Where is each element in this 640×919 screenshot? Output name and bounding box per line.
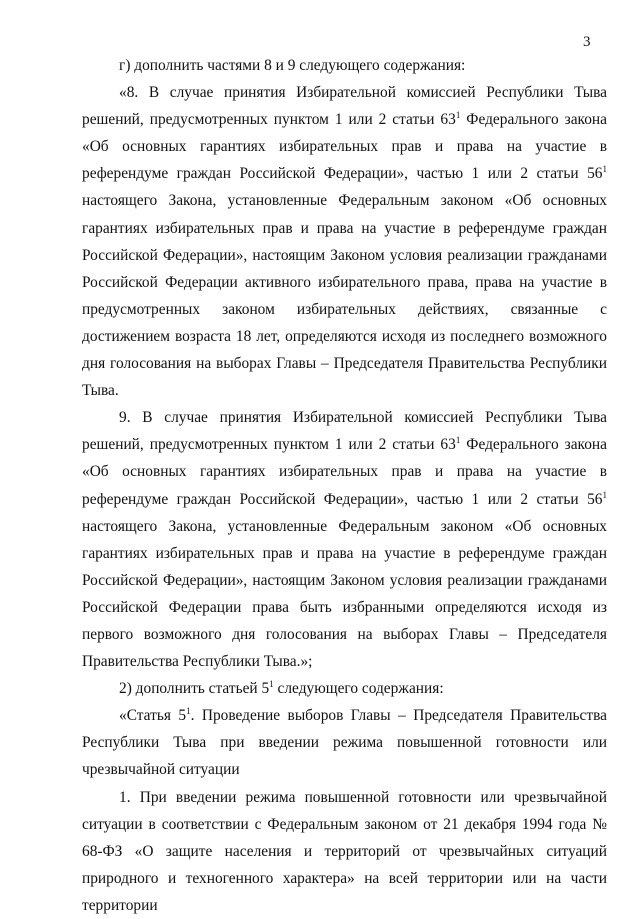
paragraph-text: . Проведение выборов Главы – Председателя Правительства Республики Тыва при введении режима повышенной готовности или чрезвычайной ситуации (82, 707, 607, 779)
superscript: 1 (186, 706, 191, 717)
paragraph-text: «8. В случае принятия Избирательной комиссией Республики Тыва решений, предусмотренных пунктом 1 или 2 статьи 63 (82, 84, 607, 129)
superscript: 1 (455, 110, 461, 121)
paragraph-text: настоящего Закона, установленные Федеральным законом «Об основных гарантиях избирательных прав и права на участие в референдуме граждан Российской Федерации», настоящим Законом условия реализации гражданами Российской Федерации активного избирательного права, права на участие в предусмотренных законом избирательных действиях, связанные с достижением возраста 18 лет, определяются исходя из последнего возможного дня голосования на выборах Главы – Председателя Правительства Республики Тыва. (82, 192, 607, 400)
page-number: 3 (583, 34, 591, 50)
paragraph-text: Федерального закона «Об основных гарантиях избирательных прав и права на участие в референдуме граждан Российской Федерации», частью 1 или 2 статьи 56 (82, 436, 607, 508)
document-body (82, 52, 607, 919)
paragraph-5 (82, 702, 607, 783)
paragraph-text: настоящего Закона, установленные Федеральным законом «Об основных гарантиях избирательных прав и права на участие в референдуме граждан Российской Федерации», настоящим Законом условия реализации гражданами Российской Федерации права быть избранными определяются исходя из первого возможного дня голосования на выборах Главы – Председателя Правительства Республики Тыва.»; (82, 517, 607, 671)
superscript: 1 (602, 164, 607, 175)
paragraph-4 (82, 675, 607, 702)
superscript: 1 (269, 679, 274, 690)
paragraph-text: г) дополнить частями 8 и 9 следующего содержания: (119, 57, 466, 74)
superscript: 1 (455, 435, 461, 446)
paragraph-1 (82, 52, 607, 79)
paragraph-text: «Статья 5 (119, 707, 187, 725)
paragraph-text: 9. В случае принятия Избирательной комиссией Республики Тыва решений, предусмотренных пунктом 1 или 2 статьи 63 (82, 409, 607, 454)
superscript: 1 (602, 489, 607, 500)
paragraph-6 (82, 784, 607, 919)
paragraph-text: 2) дополнить статьей 5 (119, 680, 270, 698)
paragraph-text: Федерального закона «Об основных гарантиях избирательных прав и права на участие в референдуме граждан Российской Федерации», частью 1 или 2 статьи 56 (82, 111, 607, 183)
paragraph-2 (82, 79, 607, 404)
paragraph-text: 1. При введении режима повышенной готовности или чрезвычайной ситуации в соответствии с Федеральным законом от 21 декабря 1994 года № 68-ФЗ «О защите населения и территорий от чрезвычайных ситуаций природного и техногенного характера» на всей территории или на части территории (82, 788, 607, 914)
paragraph-text: следующего содержания: (273, 680, 444, 698)
paragraph-3 (82, 404, 607, 675)
